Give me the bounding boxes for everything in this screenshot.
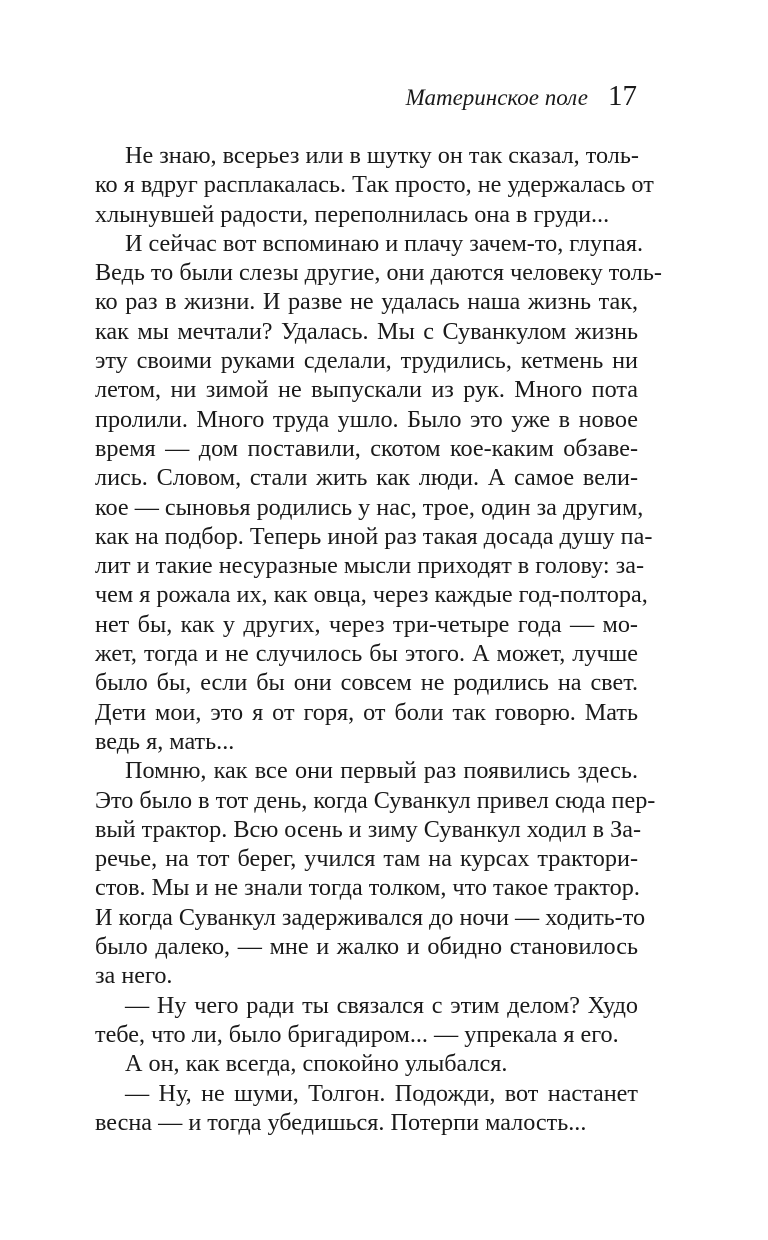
text-line: эту своими руками сделали, трудились, кетмень ни — [95, 347, 638, 375]
text-line: нет бы, как у других, через три-четыре года — мо- — [95, 610, 638, 638]
paragraph — [95, 756, 656, 990]
text-line: ведь я, мать... — [95, 727, 235, 755]
paragraph — [95, 229, 662, 756]
text-line: кое — сыновья родились у нас, трое, один за другим, — [95, 493, 644, 521]
text-line: ко раз в жизни. И разве не удалась наша жизнь так, — [95, 288, 638, 316]
text-line: лит и такие несуразные мысли приходят в голову: за- — [95, 552, 645, 580]
text-line: А он, как всегда, спокойно улыбался. — [125, 1050, 508, 1078]
text-line: было далеко, — мне и жалко и обидно становилось — [95, 933, 638, 961]
text-line: Это было в тот день, когда Суванкул привел сюда пер- — [95, 786, 656, 814]
text-line: тебе, что ли, было бригадиром... — упрекала я его. — [95, 1020, 619, 1048]
text-line: ко я вдруг расплакалась. Так просто, не удержалась от — [95, 171, 654, 199]
text-line: хлынувшей радости, переполнилась она в груди... — [95, 200, 610, 228]
text-line: Не знаю, всерьез или в шутку он так сказал, толь- — [125, 142, 639, 169]
text-line: вый трактор. Всю осень и зиму Суванкул ходил в За- — [95, 815, 642, 843]
text-line: как мы мечтали? Удалась. Мы с Суванкулом жизнь — [95, 317, 638, 345]
text-line: И сейчас вот вспоминаю и плачу зачем-то, глупая. — [125, 229, 643, 257]
paragraph — [95, 141, 654, 229]
text-line: как на подбор. Теперь иной раз такая досада душу па- — [95, 522, 653, 550]
running-head — [406, 80, 637, 113]
paragraph — [95, 1079, 638, 1138]
body-text — [95, 141, 662, 1137]
text-line: лись. Словом, стали жить как люди. А самое вели- — [95, 464, 638, 492]
text-line: за него. — [95, 962, 173, 990]
text-line: пролили. Много труда ушло. Было это уже в новое — [95, 405, 638, 433]
running-title: Материнское поле — [405, 85, 588, 110]
paragraph — [95, 991, 638, 1050]
text-line: Дети мои, это я от горя, от боли так говорю. Мать — [95, 698, 638, 726]
text-line: летом, ни зимой не выпускали из рук. Много пота — [95, 376, 638, 404]
page-number: 17 — [608, 80, 637, 112]
text-line: время — дом поставили, скотом кое-каким обзаве- — [95, 434, 638, 462]
text-line: жет, тогда и не случилось бы этого. А может, лучше — [95, 640, 638, 668]
text-line: стов. Мы и не знали тогда толком, что такое трактор. — [95, 874, 640, 902]
text-line: — Ну, не шуми, Толгон. Подожди, вот настанет — [125, 1079, 638, 1107]
text-line: И когда Суванкул задерживался до ночи — ходить-то — [95, 903, 646, 931]
text-line: чем я рожала их, как овца, через каждые год-полтора, — [95, 581, 648, 609]
paragraph — [95, 1049, 638, 1078]
text-line: Помню, как все они первый раз появились здесь. — [125, 757, 638, 785]
text-line: весна — и тогда убедишься. Потерпи малость... — [95, 1108, 587, 1136]
text-line: речье, на тот берег, учился там на курсах трактори- — [95, 845, 638, 873]
text-line: — Ну чего ради ты связался с этим делом? Худо — [125, 991, 638, 1019]
text-line: было бы, если бы они совсем не родились на свет. — [95, 669, 638, 697]
text-line: Ведь то были слезы другие, они даются человеку толь- — [95, 259, 662, 287]
